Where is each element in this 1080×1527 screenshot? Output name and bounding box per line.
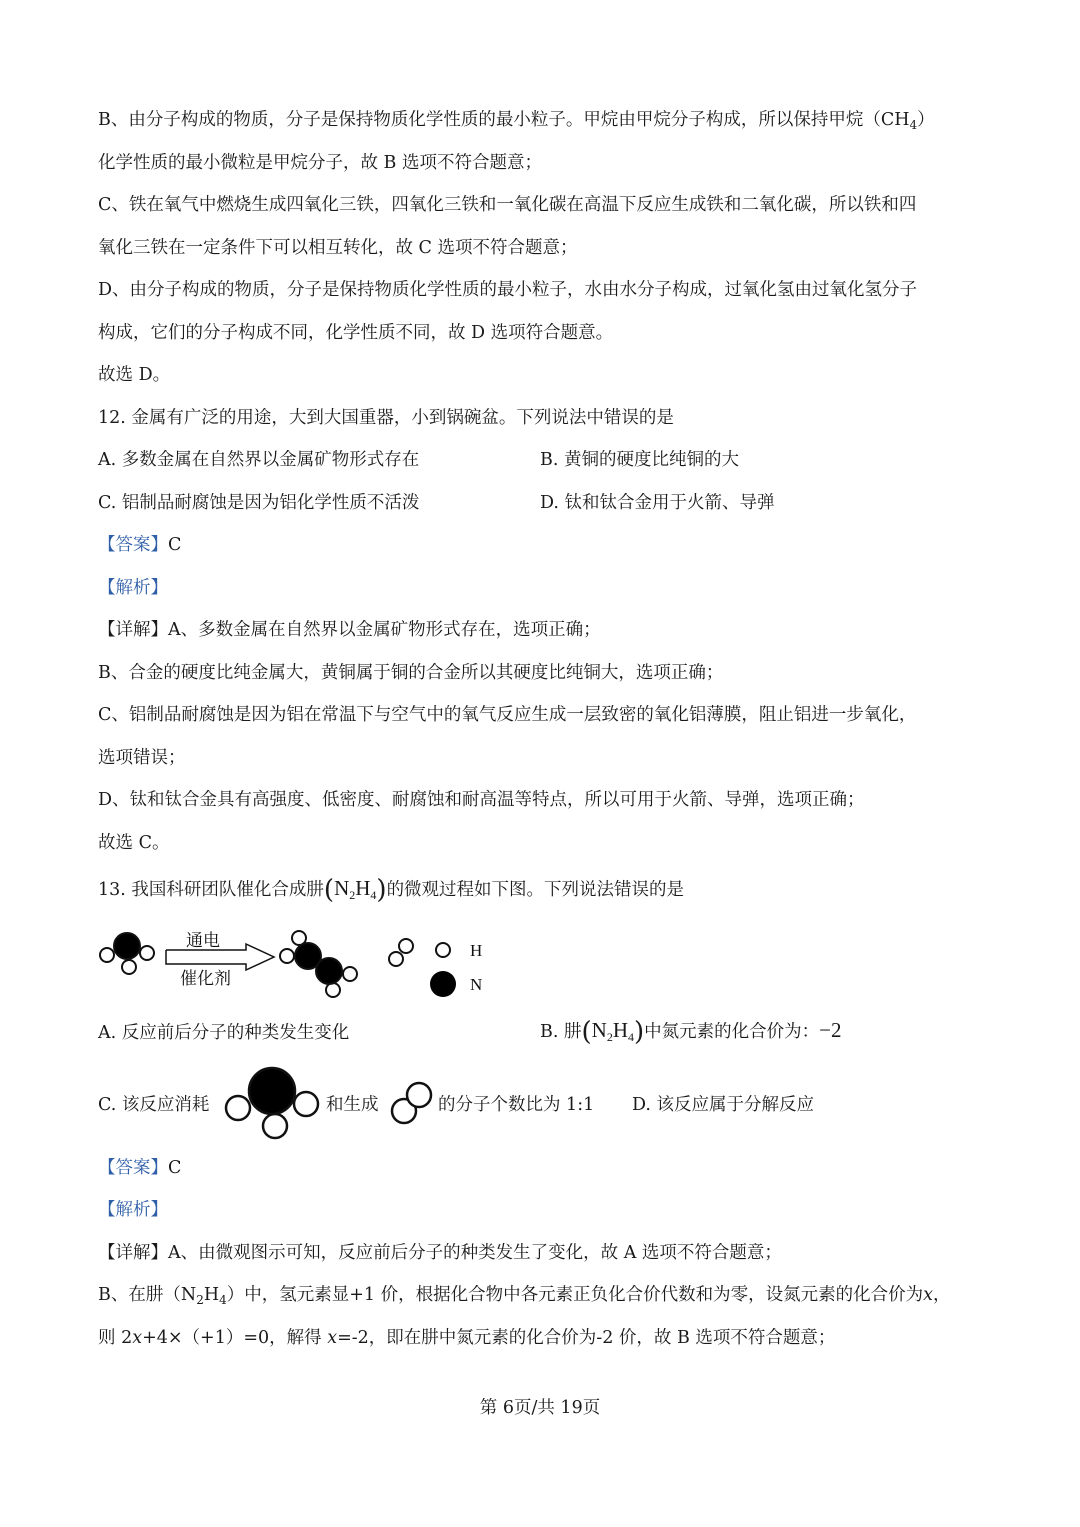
explanation-c-line1: C、铁在氧气中燃烧生成四氧化三铁，四氧化三铁和一氧化碳在高温下反应生成铁和二氧化碳，所以铁和四 — [98, 195, 917, 215]
answer-tag: 【答案】 — [98, 535, 168, 555]
explanation-d-line1: D、由分子构成的物质，分子是保持物质化学性质的最小粒子，水由水分子构成，过氧化氢由过氧化氢分子 — [98, 280, 918, 300]
variable: x — [132, 1328, 143, 1348]
q12-detail-c2: 选项错误； — [98, 748, 186, 768]
reaction-arrow — [166, 931, 274, 989]
subscript: 2 — [606, 1030, 613, 1044]
q13-option-c-post: 的分子个数比为 1:1 — [438, 1095, 595, 1115]
q13-answer — [98, 1156, 181, 1180]
text: A、由微观图示可知，反应前后分子的种类发生了变化，故 A 选项不符合题意； — [168, 1243, 782, 1263]
subscript: 4 — [370, 888, 377, 902]
n: N — [334, 876, 350, 900]
text: ， — [932, 1285, 951, 1305]
q13-option-b — [540, 1018, 842, 1049]
q12-analysis-tag: 【解析】 — [98, 578, 168, 598]
q13-detail-b1 — [98, 1283, 950, 1312]
text: H — [203, 1285, 220, 1305]
explanation-d-line2: 构成，它们的分子构成不同，化学性质不同，故 D 选项符合题意。 — [98, 323, 614, 343]
q12-detail-b: B、合金的硬度比纯金属大，黄铜属于铜的合金所以其硬度比纯铜大，选项正确； — [98, 663, 724, 683]
text: A、多数金属在自然界以金属矿物形式存在，选项正确； — [168, 620, 601, 640]
hydrogen-atom-icon — [436, 943, 450, 957]
q13-analysis-tag: 【解析】 — [98, 1200, 168, 1220]
q12-option-a: A. 多数金属在自然界以金属矿物形式存在 — [98, 450, 420, 470]
paren-open: ( — [581, 1017, 592, 1047]
q12-option-d: D. 钛和钛合金用于火箭、导弹 — [540, 493, 775, 513]
q12-option-b: B. 黄铜的硬度比纯铜的大 — [540, 450, 739, 470]
q12-detail-c1: C、铝制品耐腐蚀是因为铝在常温下与空气中的氧气反应生成一层致密的氧化铝薄膜，阻止铝进一步氧化， — [98, 705, 917, 725]
answer-value: C — [168, 1158, 182, 1178]
subscript: 4 — [909, 118, 918, 132]
text: =-2，即在肼中氮元素的化合价为-2 价，故 B 选项不符合题意； — [337, 1328, 836, 1348]
legend-h-label: H — [470, 941, 483, 960]
h: H — [355, 876, 371, 900]
explanation-c-line2: 氧化三铁在一定条件下可以相互转化，故 C 选项不符合题意； — [98, 238, 578, 258]
q13-option-c-mid: 和生成 — [326, 1095, 379, 1115]
text: B. 肼 — [540, 1022, 582, 1042]
subscript: 2 — [349, 888, 356, 902]
text: ） — [917, 110, 935, 130]
subscript: 4 — [628, 1030, 634, 1044]
q12-detail-d: D、钛和钛合金具有高强度、低密度、耐腐蚀和耐高温等特点，所以可用于火箭、导弹，选项正确； — [98, 790, 865, 810]
q13-option-c — [98, 1092, 209, 1118]
q12-conclusion: 故选 C。 — [98, 833, 170, 853]
q12-detail-a — [98, 618, 601, 642]
h2-large-molecule-icon — [386, 1078, 438, 1130]
answer-value: C — [168, 535, 182, 555]
paren-close: ) — [376, 875, 387, 905]
q12-stem: 12. 金属有广泛的用途，大到大国重器，小到锅碗盆。下列说法中错误的是 — [98, 408, 674, 428]
detail-tag: 【详解】 — [98, 620, 168, 640]
q13-stem — [98, 876, 684, 907]
subscript: 4 — [219, 1293, 227, 1307]
text: 13. 我国科研团队催化合成肼 — [98, 880, 324, 900]
paren-close: ) — [634, 1017, 645, 1047]
variable: x — [923, 1285, 933, 1305]
nh3-molecule-icon — [100, 933, 154, 974]
page-footer: 第 6页/共 19页 — [479, 1398, 601, 1418]
explanation-conclusion: 故选 D。 — [98, 365, 171, 385]
reaction-diagram — [98, 922, 518, 1002]
variable: x — [327, 1328, 338, 1348]
legend — [430, 941, 482, 997]
legend-n-label: N — [470, 975, 483, 994]
nh3-large-molecule-icon — [222, 1066, 322, 1144]
text: 中氮元素的化合价为： — [644, 1022, 820, 1042]
q13-option-d: D. 该反应属于分解反应 — [632, 1095, 815, 1115]
text: 则 2 — [98, 1328, 133, 1348]
subscript: 2 — [196, 1293, 204, 1307]
text: B、在肼（N — [98, 1285, 197, 1305]
valence-value: −2 — [819, 1018, 842, 1042]
answer-tag: 【答案】 — [98, 1158, 168, 1178]
detail-tag: 【详解】 — [98, 1243, 168, 1263]
text: B、由分子构成的物质，分子是保持物质化学性质的最小粒子。甲烷由甲烷分子构成，所以保持甲烷（CH — [98, 110, 910, 130]
q13-detail-a — [98, 1241, 782, 1265]
h2-molecule-icon — [389, 939, 413, 966]
explanation-b-line2: 化学性质的最小微粒是甲烷分子，故 B 选项不符合题意； — [98, 153, 542, 173]
arrow-top-label: 通电 — [186, 931, 220, 951]
text: +4×（+1）=0，解得 — [142, 1328, 328, 1348]
q13-option-a: A. 反应前后分子的种类发生变化 — [98, 1023, 350, 1043]
q13-detail-b2 — [98, 1326, 835, 1350]
formula — [334, 876, 376, 900]
arrow-bottom-label: 催化剂 — [180, 969, 231, 989]
h: H — [612, 1018, 628, 1042]
text: 的微观过程如下图。下列说法错误的是 — [386, 880, 685, 900]
explanation-b-line1 — [98, 108, 935, 137]
n: N — [591, 1018, 607, 1042]
text: C. 该反应消耗 — [98, 1095, 210, 1115]
nitrogen-atom-icon — [430, 971, 456, 997]
q12-answer — [98, 533, 181, 557]
n2h4-molecule-icon — [280, 931, 357, 997]
q12-option-c: C. 铝制品耐腐蚀是因为铝化学性质不活泼 — [98, 493, 420, 513]
text: ）中，氢元素显+1 价，根据化合物中各元素正负化合价代数和为零，设氮元素的化合价为 — [226, 1285, 924, 1305]
formula — [592, 1018, 634, 1042]
paren-open: ( — [323, 875, 335, 905]
